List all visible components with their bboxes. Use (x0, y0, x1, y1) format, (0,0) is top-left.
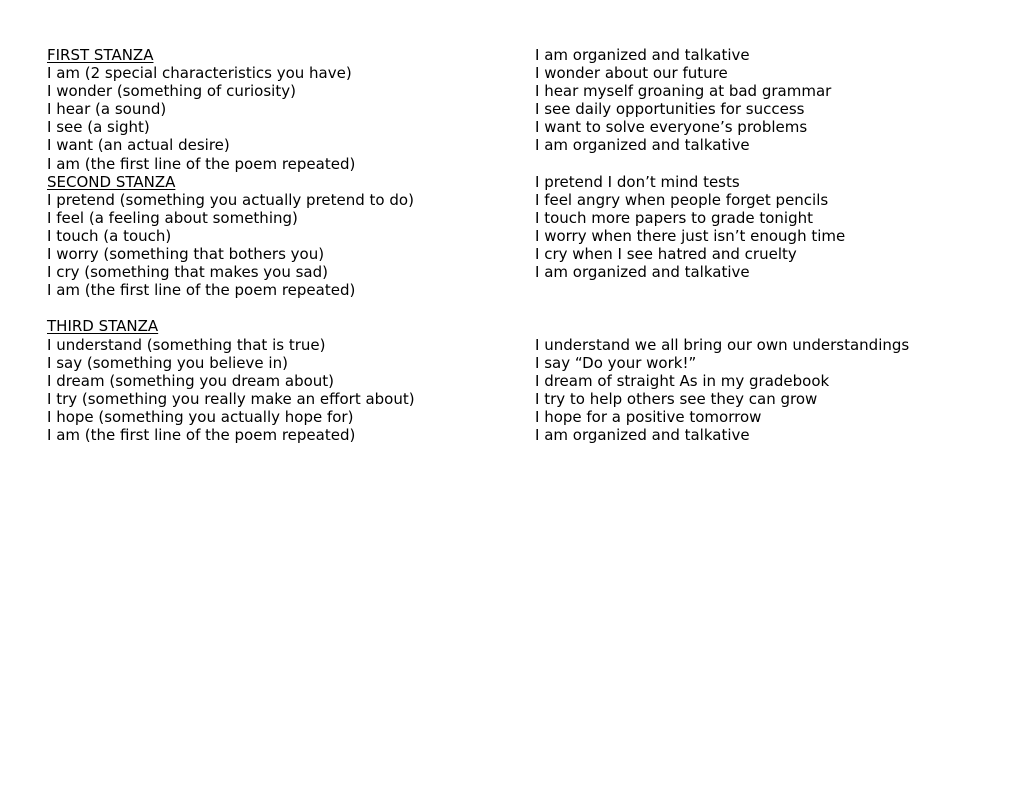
template-line: I touch (a touch) (47, 226, 172, 245)
template-line: I worry (something that bothers you) (47, 245, 325, 264)
poem-line: I want to solve everyone’s problems (535, 118, 808, 137)
poem-line: I understand we all bring our own understandings (535, 335, 910, 354)
poem-line: I worry when there just isn’t enough time (535, 226, 846, 245)
template-line: I try (something you really make an effort about) (47, 389, 415, 408)
template-line: I see (a sight) (47, 118, 150, 137)
template-line: I wonder (something of curiosity) (47, 82, 296, 101)
template-line: I understand (something that is true) (47, 335, 326, 354)
stanza-spacer (535, 299, 909, 317)
poem-line: I touch more papers to grade tonight (535, 208, 813, 227)
first-stanza-heading: FIRST STANZA (47, 46, 154, 64)
poem-line: I am organized and talkative (535, 263, 750, 282)
template-column (47, 46, 415, 444)
poem-line: I try to help others see they can grow (535, 389, 818, 408)
stanza-spacer (47, 299, 415, 317)
template-line: I say (something you believe in) (47, 353, 288, 372)
template-line: I want (an actual desire) (47, 136, 230, 155)
poem-line: I feel angry when people forget pencils (535, 190, 829, 209)
template-line: I cry (something that makes you sad) (47, 263, 328, 282)
template-line: I pretend (something you actually pretend to do) (47, 190, 414, 209)
stanza-spacer (535, 317, 909, 335)
poem-line: I dream of straight As in my gradebook (535, 371, 830, 390)
second-stanza-heading: SECOND STANZA (47, 172, 176, 191)
poem-line: I am organized and talkative (535, 46, 750, 64)
poem-line: I wonder about our future (535, 64, 728, 83)
third-stanza-heading: THIRD STANZA (47, 317, 159, 336)
template-line: I hear (a sound) (47, 100, 167, 119)
template-line: I am (the first line of the poem repeated) (47, 154, 356, 173)
poem-line: I pretend I don’t mind tests (535, 172, 740, 191)
template-line: I dream (something you dream about) (47, 371, 335, 390)
template-line: I hope (something you actually hope for) (47, 407, 354, 426)
template-line: I am (2 special characteristics you have) (47, 64, 352, 83)
poem-line: I hope for a positive tomorrow (535, 407, 762, 426)
template-line: I am (the first line of the poem repeated) (47, 281, 356, 300)
poem-line: I hear myself groaning at bad grammar (535, 82, 832, 101)
stanza-spacer (535, 155, 909, 173)
poem-line: I see daily opportunities for success (535, 100, 805, 119)
poem-column (535, 46, 909, 444)
poem-line: I am organized and talkative (535, 425, 750, 444)
poem-line: I am organized and talkative (535, 136, 750, 155)
template-line: I feel (a feeling about something) (47, 208, 298, 227)
stanza-spacer (535, 281, 909, 299)
poem-line: I say “Do your work!” (535, 353, 697, 372)
poem-line: I cry when I see hatred and cruelty (535, 245, 797, 264)
template-line: I am (the first line of the poem repeated) (47, 425, 356, 444)
